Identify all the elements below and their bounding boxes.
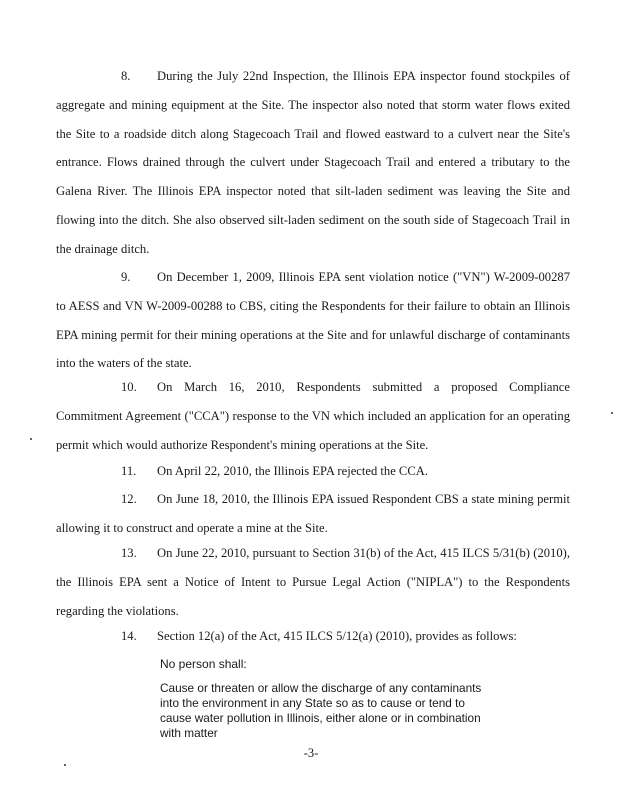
- paragraph-number: 12.: [121, 492, 137, 506]
- quote-intro: No person shall:: [160, 657, 247, 671]
- page-number: -3-: [303, 746, 319, 760]
- paragraph-12: [56, 485, 570, 543]
- paragraph-14: [56, 622, 570, 651]
- paragraph-text: During the July 22nd Inspection, the Illinois EPA inspector found stockpiles of aggregate and mining equipment at the Site. The inspector also noted that storm water flows exited the Site to a roadside ditch along Stagecoach Trail and flowed eastward to a culvert near the Site's entrance. Flows drained through the culvert under Stagecoach Trail and entered a tributary to the Galena River. The Illinois EPA inspector noted that silt-laden sediment was leaving the Site and flowing into the ditch. She also observed silt-laden sediment on the south side of Stagecoach Trail in the drainage ditch.: [56, 69, 570, 256]
- paragraph-text: On June 22, 2010, pursuant to Section 31(b) of the Act, 415 ILCS 5/31(b) (2010), the Illinois EPA sent a Notice of Intent to Pursue Legal Action ("NIPLA") to the Respondents regarding the violations.: [56, 546, 570, 618]
- paragraph-number: 14.: [121, 629, 137, 643]
- paragraph-10: [56, 373, 570, 459]
- paragraph-text: On March 16, 2010, Respondents submitted a proposed Compliance Commitment Agreement ("CCA") response to the VN which included an application for an operating permit which would authorize Respondent's mining operations at the Site.: [56, 380, 570, 452]
- paragraph-13: [56, 539, 570, 625]
- paragraph-8: [56, 62, 570, 264]
- scan-speck: [64, 764, 66, 766]
- paragraph-text: Section 12(a) of the Act, 415 ILCS 5/12(a) (2010), provides as follows:: [157, 629, 517, 643]
- block-quote: Cause or threaten or allow the discharge of any contaminants into the environment in any State so as to cause or tend to cause water pollution in Illinois, either alone or in combination with matter: [160, 681, 482, 740]
- paragraph-text: On April 22, 2010, the Illinois EPA rejected the CCA.: [157, 464, 428, 478]
- scan-speck: [30, 438, 32, 440]
- paragraph-number: 9.: [121, 270, 131, 284]
- paragraph-number: 13.: [121, 546, 137, 560]
- paragraph-number: 8.: [121, 69, 131, 83]
- paragraph-number: 10.: [121, 380, 137, 394]
- paragraph-9: [56, 263, 570, 378]
- paragraph-text: On December 1, 2009, Illinois EPA sent violation notice ("VN") W-2009-00287 to AESS and VN W-2009-00288 to CBS, citing the Respondents for their failure to obtain an Illinois EPA mining permit for their mining operations at the Site and for unlawful discharge of contaminants into the waters of the state.: [56, 270, 570, 371]
- paragraph-number: 11.: [121, 464, 137, 478]
- scan-speck: [611, 412, 613, 414]
- paragraph-11: [56, 457, 570, 486]
- paragraph-text: On June 18, 2010, the Illinois EPA issued Respondent CBS a state mining permit allowing it to construct and operate a mine at the Site.: [56, 492, 570, 535]
